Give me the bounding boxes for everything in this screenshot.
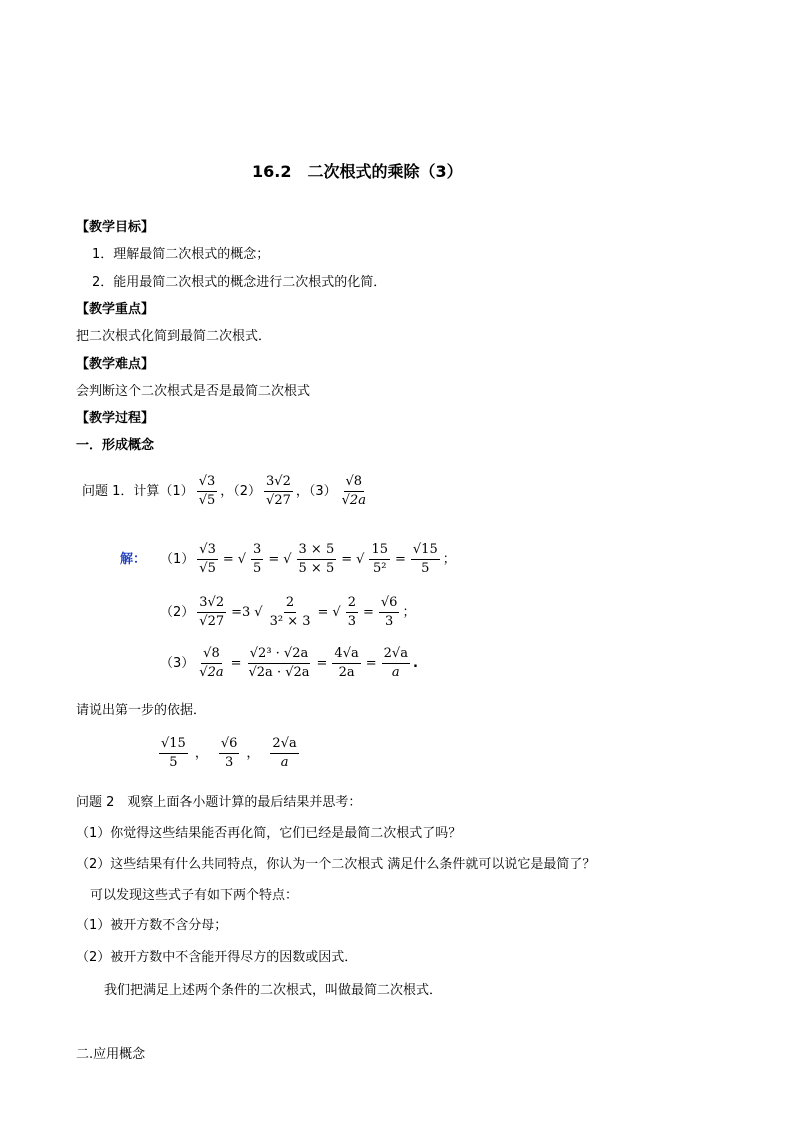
s1-root-d: √ [356,551,365,567]
goal-2: 2．能用最简二次根式的概念进行二次根式的化简． [92,275,387,290]
s3-c-den: 2a [338,665,355,680]
s2-c-den: 3 [347,614,356,629]
result-1 [159,736,188,771]
s2-d-num: √6 [379,595,400,613]
problem-2-q2: （2）这些结果有什么共同特点，你认为一个二次根式 满足什么条件就可以说它是最简了？ [76,857,596,872]
result-3-num: 2√a [270,736,298,754]
s3-a-den: √2a [199,665,224,680]
s1-frac-e [411,542,440,577]
expr-1-num: √3 [197,474,218,492]
equals-sign: = [341,551,353,567]
expr-1-den: √5 [198,493,216,508]
s2-a-num: 3√2 [197,595,226,613]
s3-frac-d [382,646,410,681]
solution-1-index: （1） [160,551,195,567]
s1-frac-b [251,542,263,577]
s1-e-num: √15 [411,542,440,560]
s1-frac-a [197,542,218,577]
solution-3-index: （3） [160,655,195,671]
solution-line-2 [160,595,415,630]
s1-a-den: √5 [199,561,216,576]
s2-b-num: 2 [284,595,296,613]
equals-sign: = [365,655,377,671]
s3-c-num: 4√a [332,646,360,664]
expr-1 [197,474,218,509]
s3-d-num: 2√a [382,646,410,664]
equals-sign: = [230,655,242,671]
s3-b-den: √2a · √2a [248,665,310,680]
s3-frac-a [197,646,225,681]
key-text: 把二次根式化简到最简二次根式． [76,329,272,344]
feature-2: （2）被开方数中不含能开得尽方的因数或因式． [76,950,358,965]
s1-e-den: 5 [421,561,430,576]
part-2-heading: 二.应用概念 [76,1047,146,1062]
result-1-num: √15 [159,736,188,754]
s1-a-num: √3 [197,542,218,560]
result-1-den: 5 [169,755,178,770]
problem-1-label: 问题 1．计算（1） [82,483,194,499]
problem-2-label: 问题 2 观察上面各小题计算的最后结果并思考： [76,795,362,810]
s2-a-den: √27 [199,614,225,629]
s1-frac-d [369,542,390,577]
expr-3 [340,474,368,509]
s3-end: . [412,655,418,671]
results-sep-1: ， [194,745,208,761]
s3-b-num: √2³ · √2a [248,646,310,664]
s2-root-c: √ [332,604,341,620]
goals-heading: 【教学目标】 [76,220,155,235]
difficulty-text: 会判断这个二次根式是否是最简二次根式 [76,384,311,399]
s2-frac-a [197,595,226,630]
process-heading: 【教学过程】 [76,411,155,426]
result-2-num: √6 [219,736,240,754]
equals-sign: = [222,551,234,567]
s2-frac-c [346,595,358,630]
problem-2-q1: （1）你觉得这些结果能否再化简，它们已经是最简二次根式了吗？ [76,826,462,841]
equals-sign: = [316,655,328,671]
s1-d-num: 15 [369,542,390,560]
s2-b-den: 3² × 3 [269,614,311,629]
equals-sign: = [362,604,374,620]
s1-b-num: 3 [251,542,263,560]
s2-end: ； [402,604,416,620]
s1-b-den: 5 [253,561,262,576]
s1-c-num: 3 × 5 [297,542,337,560]
s1-root-b: √ [237,551,247,567]
expr-2 [264,474,293,509]
result-2-den: 3 [224,755,234,770]
s1-end: ； [442,551,456,567]
s2-frac-b [268,595,313,630]
expr-2-den: √27 [266,493,291,508]
problem-2-find: 可以发现这些式子有如下两个特点： [90,888,299,903]
goal-1: 1．理解最简二次根式的概念； [92,247,270,262]
feature-1: （1）被开方数不含分母； [76,918,228,933]
problem-1-sep-3: ，（3） [295,483,337,499]
s3-d-den: a [391,665,400,680]
equals-sign: = [317,604,329,620]
s1-c-den: 5 × 5 [298,561,335,576]
page-title: 16.2 二次根式的乘除（3） [252,162,463,181]
problem-1-sep-2: ，（2） [220,483,262,499]
s2-c-num: 2 [346,595,358,613]
s3-frac-b [247,646,312,681]
problem-1 [82,474,371,509]
s1-frac-c [297,542,337,577]
s1-root-c: √ [283,551,292,567]
key-heading: 【教学重点】 [76,302,155,317]
expr-2-num: 3√2 [264,474,293,492]
solution-line-1 [120,542,456,577]
s1-d-den: 5² [372,561,387,576]
equals-sign: = [268,551,280,567]
result-2 [219,736,240,771]
ask-basis: 请说出第一步的依据． [76,703,207,718]
s2-root-b: √ [254,604,263,620]
solution-line-3 [160,646,418,681]
s2-d-den: 3 [385,614,394,629]
part-1-heading: 一．形成概念 [76,438,155,453]
result-3-den: a [280,755,289,770]
definition: 我们把满足上述两个条件的二次根式，叫做最简二次根式． [104,983,443,998]
s3-a-num: √8 [201,646,222,664]
expr-3-num: √8 [344,474,365,492]
difficulty-heading: 【教学难点】 [76,357,155,372]
results-line [156,736,302,771]
results-sep-2: ， [246,745,260,761]
solution-2-index: （2） [160,604,195,620]
s2-frac-d [379,595,400,630]
solution-label: 解： [120,551,147,567]
equals-sign: = [394,551,406,567]
result-3 [270,736,298,771]
s2-coef: =3 [231,604,251,620]
expr-3-den: √2a [341,493,366,508]
s3-frac-c [332,646,360,681]
